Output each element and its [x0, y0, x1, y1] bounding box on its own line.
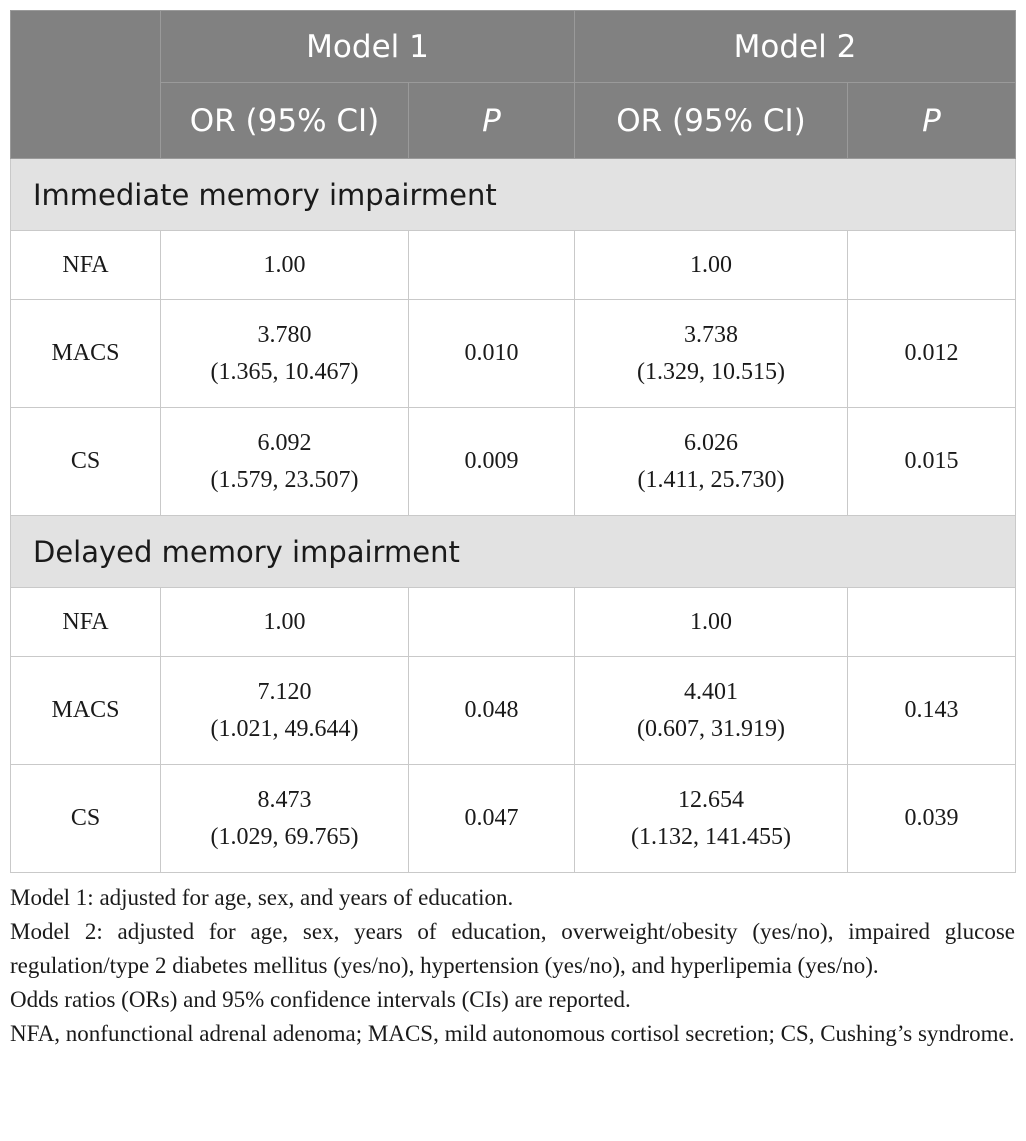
- footnote-or-ci: Odds ratios (ORs) and 95% confidence intervals (CIs) are reported.: [10, 987, 631, 1012]
- header-model-1: Model 1: [161, 11, 575, 83]
- or-cell-model-1: 1.00: [161, 588, 409, 657]
- group-cell: MACS: [11, 300, 161, 408]
- p-cell-model-1: 0.009: [409, 408, 575, 516]
- table-row: [11, 408, 1016, 516]
- group-cell: CS: [11, 765, 161, 873]
- or-cell-model-1: 8.473 (1.029, 69.765): [161, 765, 409, 873]
- p-cell-model-2: 0.039: [848, 765, 1016, 873]
- group-cell: NFA: [11, 231, 161, 300]
- p-cell-model-2: 0.143: [848, 657, 1016, 765]
- or-cell-model-2: 3.738 (1.329, 10.515): [575, 300, 848, 408]
- header-or-ci-model-2: OR (95% CI): [575, 83, 848, 159]
- header-p-model-1: P: [409, 83, 575, 159]
- header-p-model-2: P: [848, 83, 1016, 159]
- header-model-2: Model 2: [575, 11, 1016, 83]
- table-row: [11, 765, 1016, 873]
- or-cell-model-2: 12.654 (1.132, 141.455): [575, 765, 848, 873]
- p-cell-model-2: 0.015: [848, 408, 1016, 516]
- group-cell: CS: [11, 408, 161, 516]
- section-title: Delayed memory impairment: [11, 516, 1016, 588]
- or-cell-model-2: 1.00: [575, 231, 848, 300]
- section-title: Immediate memory impairment: [11, 159, 1016, 231]
- or-cell-model-2: 6.026 (1.411, 25.730): [575, 408, 848, 516]
- or-cell-model-1: 6.092 (1.579, 23.507): [161, 408, 409, 516]
- table-row: [11, 657, 1016, 765]
- table-container: [10, 10, 1015, 1051]
- or-cell-model-1: 3.780 (1.365, 10.467): [161, 300, 409, 408]
- or-cell-model-2: 1.00: [575, 588, 848, 657]
- section-row-delayed: [11, 516, 1016, 588]
- footnote-model-1: Model 1: adjusted for age, sex, and years of education.: [10, 885, 514, 910]
- table-footnotes: [10, 881, 1015, 1051]
- p-cell-model-1: 0.047: [409, 765, 575, 873]
- table-row: [11, 231, 1016, 300]
- odds-ratio-table: [10, 10, 1016, 873]
- p-cell-model-1: 0.048: [409, 657, 575, 765]
- or-cell-model-1: 7.120 (1.021, 49.644): [161, 657, 409, 765]
- table-row: [11, 588, 1016, 657]
- footnote-model-2: Model 2: adjusted for age, sex, years of education, overweight/obesity (yes/no), impaired glucose regulation/type 2 diabetes mellitus (yes/no), hypertension (yes/no), and hyperlipemia (yes/no).: [10, 919, 1015, 978]
- or-cell-model-1: 1.00: [161, 231, 409, 300]
- p-cell-model-2: [848, 588, 1016, 657]
- p-cell-model-2: 0.012: [848, 300, 1016, 408]
- footnote-abbreviations: NFA, nonfunctional adrenal adenoma; MACS, mild autonomous cortisol secretion; CS, Cushing’s syndrome.: [10, 1021, 1015, 1046]
- p-cell-model-1: [409, 588, 575, 657]
- table-row: [11, 300, 1016, 408]
- p-cell-model-1: 0.010: [409, 300, 575, 408]
- section-row-immediate: [11, 159, 1016, 231]
- group-cell: MACS: [11, 657, 161, 765]
- header-row-models: [11, 11, 1016, 83]
- header-row-columns: [11, 83, 1016, 159]
- p-cell-model-1: [409, 231, 575, 300]
- or-cell-model-2: 4.401 (0.607, 31.919): [575, 657, 848, 765]
- group-cell: NFA: [11, 588, 161, 657]
- p-cell-model-2: [848, 231, 1016, 300]
- header-or-ci-model-1: OR (95% CI): [161, 83, 409, 159]
- header-corner: [11, 11, 161, 159]
